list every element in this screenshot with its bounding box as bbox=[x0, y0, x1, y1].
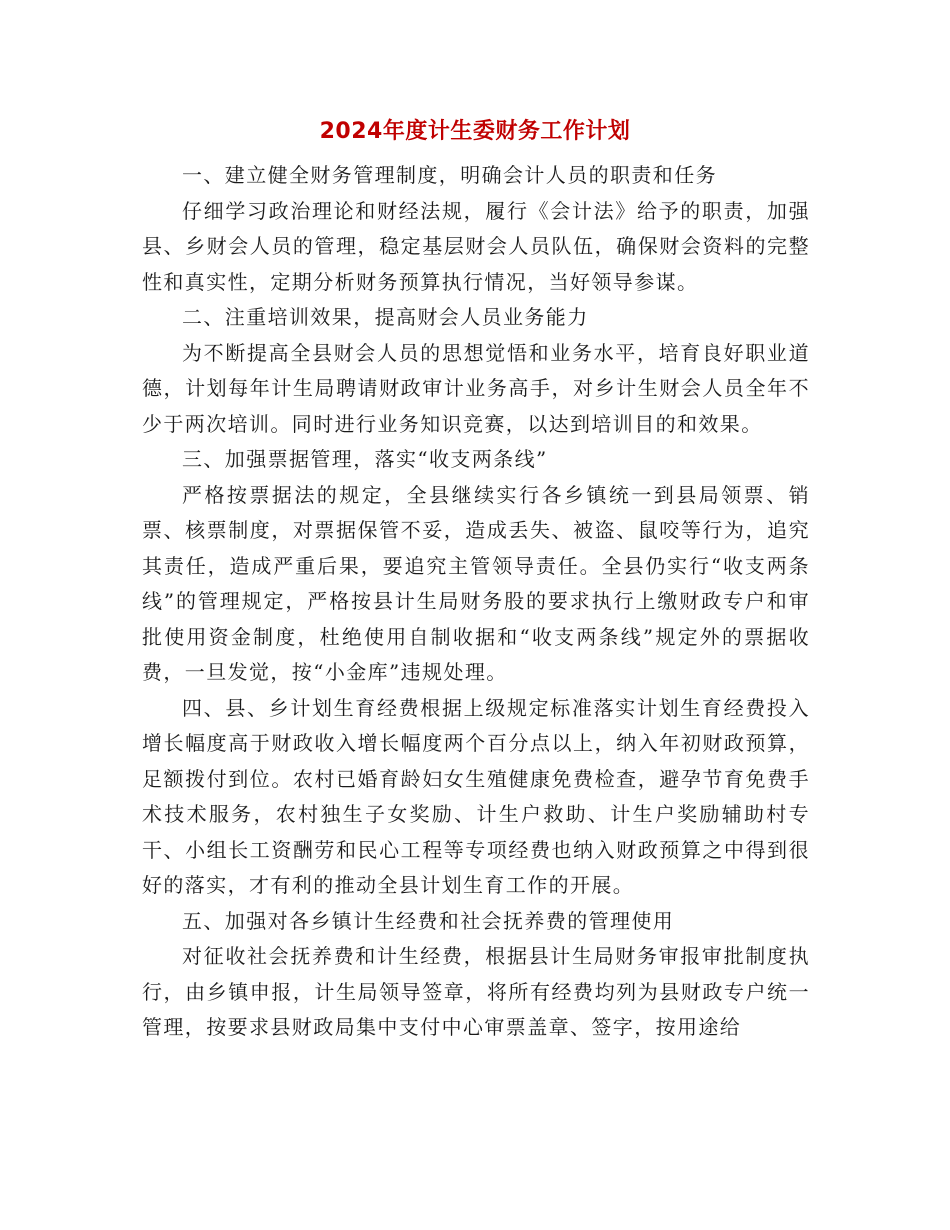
document-title: 2024年度计生委财务工作计划 bbox=[319, 119, 631, 144]
document-body bbox=[142, 158, 810, 1046]
section-heading-1: 一、建立健全财务管理制度，明确会计人员的职责和任务 bbox=[182, 163, 717, 187]
paragraph-2: 为不断提高全县财会人员的思想觉悟和业务水平，培育良好职业道德，计划每年计生局聘请财政审计业务高手，对乡计生财会人员全年不少于两次培训。同时进行业务知识竞赛，以达到培训目的和效果。 bbox=[142, 340, 810, 436]
paragraph-4: 四、县、乡计划生育经费根据上级规定标准落实计划生育经费投入增长幅度高于财政收入增长幅度两个百分点以上，纳入年初财政预算，足额拨付到位。农村已婚育龄妇女生殖健康免费检查，避孕节育免费手术技术服务，农村独生子女奖励、计生户救助、计生户奖励辅助村专干、小组长工资酬劳和民心工程等专项经费也纳入财政预算之中得到很好的落实，才有利的推动全县计划生育工作的开展。 bbox=[142, 695, 810, 897]
section-heading-3: 三、加强票据管理，落实“收支两条线” bbox=[182, 447, 548, 471]
paragraph-1: 仔细学习政治理论和财经法规，履行《会计法》给予的职责，加强县、乡财会人员的管理，稳定基层财会人员队伍，确保财会资料的完整性和真实性，定期分析财务预算执行情况，当好领导参谋。 bbox=[142, 198, 810, 294]
paragraph-3: 严格按票据法的规定，全县继续实行各乡镇统一到县局领票、销票、核票制度，对票据保管不妥，造成丢失、被盗、鼠咬等行为，追究其责任，造成严重后果，要追究主管领导责任。全县仍实行“收支两条线”的管理规定，严格按县计生局财务股的要求执行上缴财政专户和审批使用资金制度，杜绝使用自制收据和“收支两条线”规定外的票据收费，一旦发觉，按“小金库”违规处理。 bbox=[142, 482, 810, 684]
paragraph-5: 对征收社会抚养费和计生经费，根据县计生局财务审报审批制度执行，由乡镇申报，计生局领导签章，将所有经费均列为县财政专户统一管理，按要求县财政局集中支付中心审票盖章、签字，按用途给 bbox=[142, 944, 810, 1039]
section-heading-2: 二、注重培训效果，提高财会人员业务能力 bbox=[182, 305, 589, 329]
section-heading-5: 五、加强对各乡镇计生经费和社会抚养费的管理使用 bbox=[182, 908, 675, 933]
